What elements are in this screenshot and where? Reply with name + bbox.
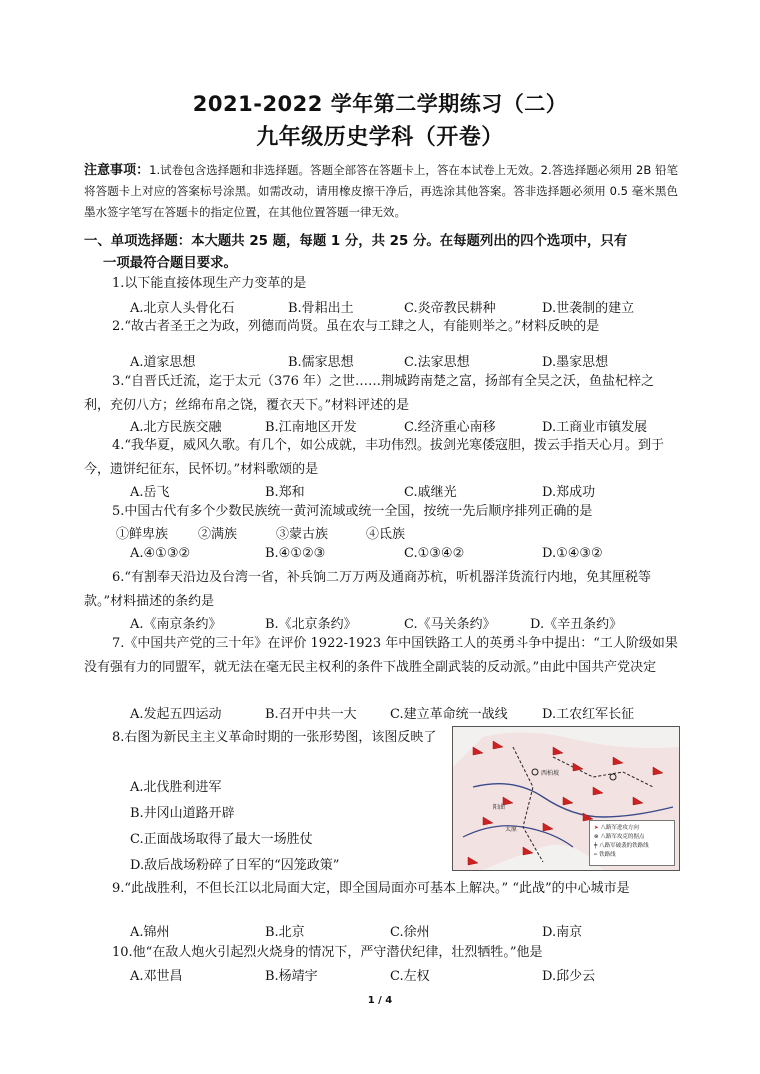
legend-item-1: ➤ 八路军进攻方向 <box>594 825 639 831</box>
question-3-stem: 3.“自晋氏迁流，迄于太元（376 年）之世……荆城跨南楚之富，扬部有全吴之沃，鱼盐杞梓之利，充仞八方；丝绵布帛之饶，覆衣天下。”材料评述的是 <box>84 374 654 413</box>
q2-option-c: C.法家思想 <box>404 355 470 370</box>
q1-option-c: C.炎帝教民耕种 <box>404 301 496 316</box>
question-9-stem: 9.“此战胜利，不但长江以北局面大定，即全国局面亦可基本上解决。” “此战”的中心城市是 <box>112 881 630 896</box>
legend-item-4: ┅ 铁路线 <box>594 852 616 858</box>
q5-item-2: ②满族 <box>198 527 238 542</box>
situation-map <box>452 726 680 871</box>
q7-option-c: C.建立革命统一战线 <box>390 707 508 722</box>
question-7-stem: 7.《中国共产党的三十年》在评价 1922-1923 年中国铁路工人的英勇斗争中提出：“工人阶级如果没有强有力的同盟军，就无法在毫无民主权利的条件下战胜全副武装的反动派。”由此中国共产党决定 <box>84 636 678 675</box>
q5-option-a: A.④①③② <box>130 546 191 561</box>
map-label-yangqu: 阳曲 <box>493 804 506 811</box>
q1-option-b: B.骨耜出土 <box>288 301 354 316</box>
q10-option-c: C.左权 <box>390 969 430 984</box>
q3-option-c: C.经济重心南移 <box>404 420 496 435</box>
question-4-stem: 4.“我华夏，威风久歌。有几个，如公成就，丰功伟烈。拔剑光寒倭寇胆，拨云手指天心月。到于今，遗饼纪征东，民怀切。”材料歌颂的是 <box>84 438 665 477</box>
q5-item-4: ④氐族 <box>366 527 406 542</box>
q7-option-d: D.工农红军长征 <box>542 707 635 722</box>
q10-option-b: B.杨靖宇 <box>265 969 318 984</box>
q6-option-b: B.《北京条约》 <box>265 617 357 632</box>
q5-item-1: ①鲜卑族 <box>116 527 169 542</box>
page-number: 1 / 4 <box>367 995 393 1006</box>
question-8-stem: 8.右图为新民主主义革命时期的一张形势图，该图反映了 <box>112 730 437 745</box>
q5-option-c: C.①③④② <box>404 546 465 561</box>
notice-text: 1.试卷包含选择题和非选择题。答题全部答在答题卡上，答在本试卷上无效。2.答选择题必须用 2B 铅笔将答题卡上对应的答案标号涂黑。如需改动，请用橡皮擦干净后，再选涂其他答案。答非选择题必须用 0.5 毫米黑色墨水签字笔写在答题卡的指定位置，在其他位置答题一律无效。 <box>84 163 678 219</box>
q5-item-3: ③蒙古族 <box>276 527 329 542</box>
section-line1: 一、单项选择题：本大题共 25 题，每题 1 分，共 25 分。在每题列出的四个选项中，只有 <box>84 234 628 249</box>
q7-option-b: B.召开中共一大 <box>265 707 357 722</box>
question-2-stem: 2.“故古者圣王之为政，列德而尚贤。虽在农与工肆之人，有能则举之。”材料反映的是 <box>112 319 600 334</box>
q9-option-c: C.徐州 <box>390 925 430 940</box>
q9-option-a: A.锦州 <box>130 925 170 940</box>
legend-item-2: ⊗ 八路军攻克的据点 <box>594 834 645 840</box>
map-label-taiyuan: 太原 <box>505 826 518 833</box>
q4-option-b: B.郑和 <box>265 485 305 500</box>
section-heading <box>84 231 684 275</box>
q1-option-d: D.世袭制的建立 <box>542 301 635 316</box>
q6-option-a: A.《南京条约》 <box>130 617 222 632</box>
question-10-stem: 10.他“在敌人炮火引起烈火烧身的情况下，严守潜伏纪律，壮烈牺牲。”他是 <box>112 945 543 960</box>
q5-option-b: B.④①②③ <box>265 546 326 561</box>
q3-option-b: B.江南地区开发 <box>265 420 357 435</box>
question-6-stem: 6.“有割奉天沿边及台湾一省，补兵饷二万万两及通商苏杭，听机器洋货流行内地，免其厘税等款。”材料描述的条约是 <box>84 570 652 609</box>
notice-label: 注意事项： <box>84 163 150 178</box>
q4-option-d: D.郑成功 <box>542 485 596 500</box>
q3-option-a: A.北方民族交融 <box>130 420 222 435</box>
q1-option-a: A.北京人头骨化石 <box>130 301 235 316</box>
q2-option-b: B.儒家思想 <box>288 355 354 370</box>
q9-option-b: B.北京 <box>265 925 305 940</box>
q6-option-d: D.《辛丑条约》 <box>530 617 623 632</box>
exam-title: 2021-2022 学年第二学期练习（二） <box>192 92 568 116</box>
q4-option-c: C.戚继光 <box>404 485 457 500</box>
q8-option-a: A.北伐胜利进军 <box>130 780 222 795</box>
map-legend <box>589 820 675 866</box>
q8-option-d: D.敌后战场粉碎了日军的“囚笼政策” <box>130 858 340 873</box>
q9-option-d: D.南京 <box>542 925 583 940</box>
question-1-stem: 1.以下能直接体现生产力变革的是 <box>112 276 307 291</box>
q7-option-a: A.发起五四运动 <box>130 707 222 722</box>
q6-option-c: C.《马关条约》 <box>404 617 496 632</box>
q8-option-b: B.井冈山道路开辟 <box>130 806 235 821</box>
question-5-stem: 5.中国古代有多个少数民族统一黄河流域或统一全国，按统一先后顺序排列正确的是 <box>112 504 593 519</box>
q2-option-a: A.道家思想 <box>130 355 196 370</box>
map-label-xibaipo: 西柏坡 <box>541 770 560 777</box>
q8-option-c: C.正面战场取得了最大一场胜仗 <box>130 832 313 847</box>
section-line2: 一项最符合题目要求。 <box>103 256 237 271</box>
q10-option-a: A.邓世昌 <box>130 969 183 984</box>
notice-block <box>84 160 678 223</box>
exam-subtitle: 九年级历史学科（开卷） <box>256 125 504 150</box>
q5-option-d: D.①④③② <box>542 546 603 561</box>
q2-option-d: D.墨家思想 <box>542 355 609 370</box>
legend-item-3: ╪ 八路军破袭的铁路线 <box>594 843 649 849</box>
q3-option-d: D.工商业市镇发展 <box>542 420 648 435</box>
q4-option-a: A.岳飞 <box>130 485 170 500</box>
q10-option-d: D.邱少云 <box>542 969 596 984</box>
